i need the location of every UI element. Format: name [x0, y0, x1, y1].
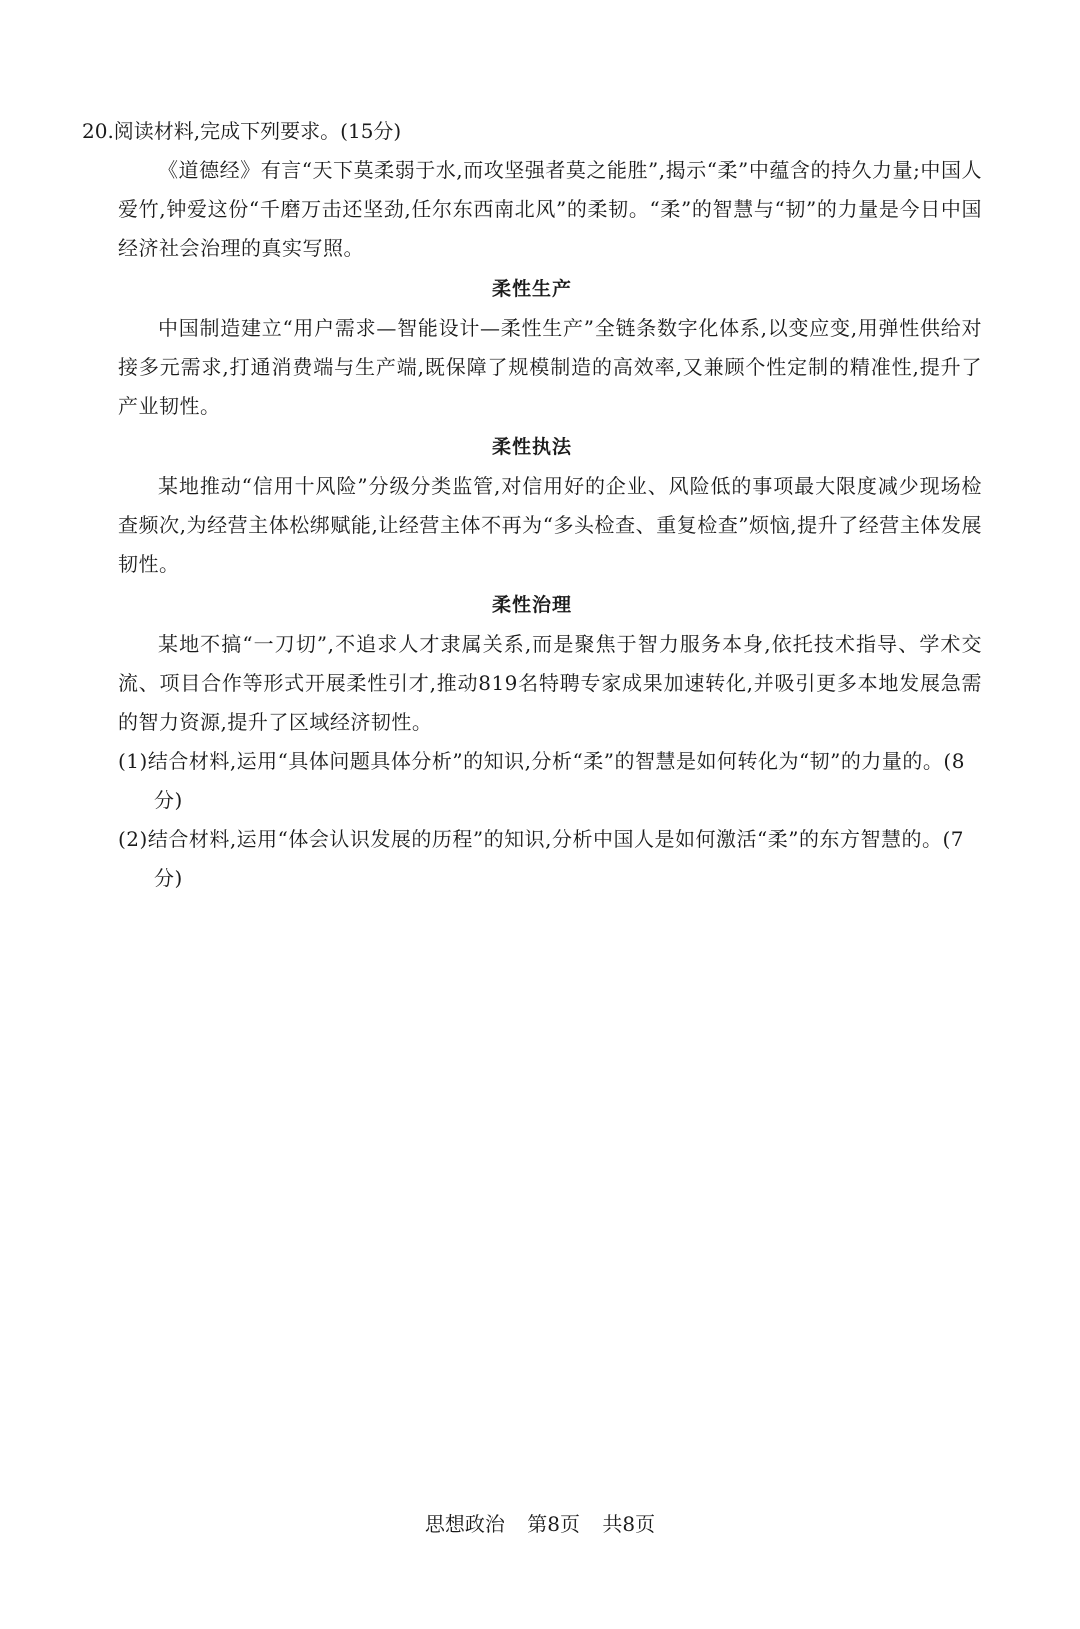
section-heading-enforcement: 柔性执法 [491, 436, 572, 458]
section-text-production: 中国制造建立“用户需求—智能设计—柔性生产”全链条数字化体系,以变应变,用弹性供给对接多元需求,打通消费端与生产端,既保障了规模制造的高效率,又兼顾个性定制的精准性,提升了产业韧性。 [118, 316, 982, 418]
section-text-enforcement: 某地推动“信用十风险”分级分类监管,对信用好的企业、风险低的事项最大限度减少现场检查频次,为经营主体松绑赋能,让经营主体不再为“多头检查、重复检查”烦恼,提升了经营主体发展韧性。 [118, 474, 982, 576]
section-heading-production: 柔性生产 [491, 278, 572, 300]
section-heading-governance: 柔性治理 [491, 594, 572, 616]
question-block [82, 112, 982, 898]
footer-total: 共8页 [602, 1512, 656, 1536]
subquestion-1: (1)结合材料,运用“具体问题具体分析”的知识,分析“柔”的智慧是如何转化为“韧”的力量的。(8分) [118, 749, 965, 812]
subquestion-2: (2)结合材料,运用“体会认识发展的历程”的知识,分析中国人是如何激活“柔”的东方智慧的。(7分) [118, 827, 964, 890]
question-title: 20.阅读材料,完成下列要求。(15分) [82, 119, 402, 143]
footer-subject: 思想政治 [424, 1512, 505, 1536]
footer-page: 第8页 [527, 1512, 580, 1536]
intro-paragraph: 《道德经》有言“天下莫柔弱于水,而攻坚强者莫之能胜”,揭示“柔”中蕴含的持久力量;中国人爱竹,钟爱这份“千磨万击还坚劲,任尔东西南北风”的柔韧。“柔”的智慧与“韧”的力量是今日中国经济社会治理的真实写照。 [118, 158, 982, 260]
page-footer [0, 1509, 1080, 1539]
section-text-governance: 某地不搞“一刀切”,不追求人才隶属关系,而是聚焦于智力服务本身,依托技术指导、学术交流、项目合作等形式开展柔性引才,推动819名特聘专家成果加速转化,并吸引更多本地发展急需的智力资源,提升了区域经济韧性。 [118, 632, 982, 734]
